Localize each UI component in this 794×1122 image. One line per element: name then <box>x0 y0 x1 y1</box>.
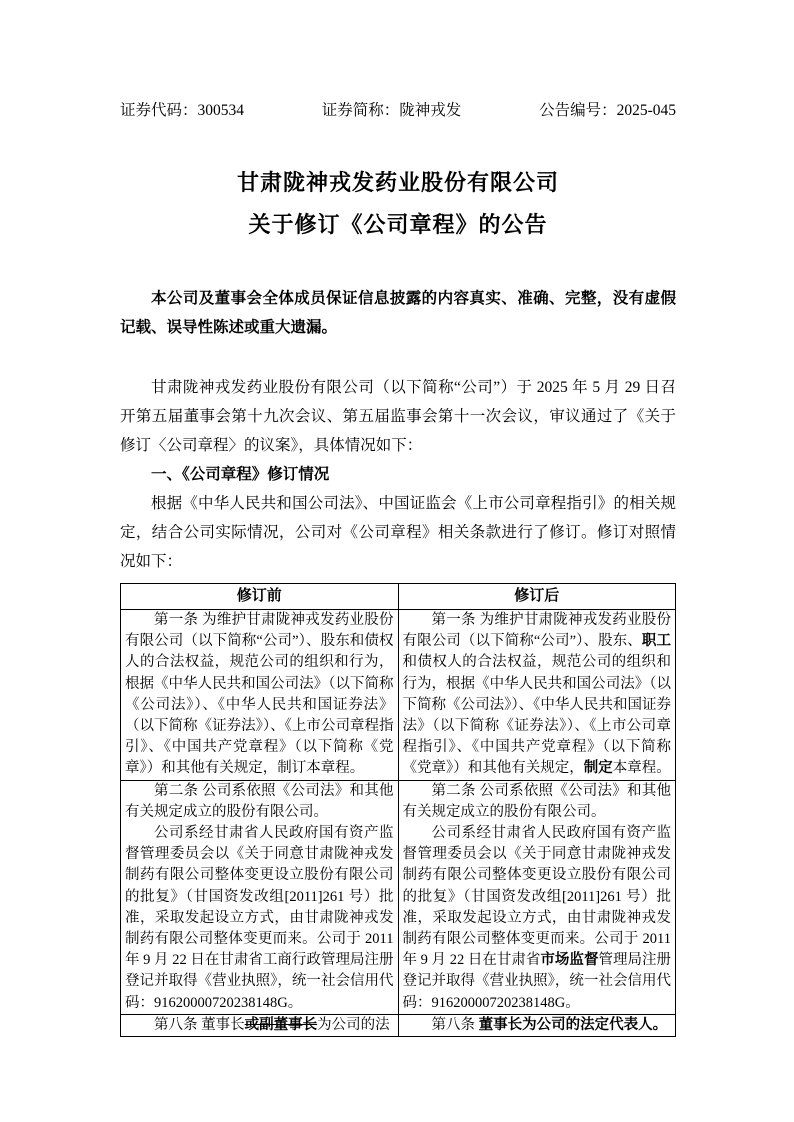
table-cell-after <box>398 610 676 781</box>
table-cell-after <box>398 780 676 1014</box>
table-row <box>121 780 676 1014</box>
cell-paragraph: 公司系经甘肃省人民政府国有资产监督管理委员会以《关于同意甘肃陇神戎发制药有限公司整体变更设立股份有限公司的批复》（甘国资发改组[2011]261 号）批准，采取发起设立方式，由甘肃陇神戎发制药有限公司整体变更而来。公司于 2011 年 9 月 22 日在甘肃省工商行政管理局注册登记并取得《营业执照》，统一社会信用代码：91620000720238148G。 <box>125 825 394 1011</box>
statement-paragraph: 本公司及董事会全体成员保证信息披露的内容真实、准确、完整，没有虚假记载、误导性陈述或重大遗漏。 <box>120 290 676 336</box>
table-header-before: 修订前 <box>121 584 399 610</box>
revision-table-body <box>121 610 676 1037</box>
cell-paragraph: 公司系经甘肃省人民政府国有资产监督管理委员会以《关于同意甘肃陇神戎发制药有限公司整体变更设立股份有限公司的批复》（甘国资发改组[2011]261 号）批准，采取发起设立方式，由甘肃陇神戎发制药有限公司整体变更而来。公司于 2011 年 9 月 22 日在甘肃省市场监督管理局注册登记并取得《营业执照》，统一社会信用代码：91620000720238148G。 <box>402 825 672 1011</box>
title-subject: 关于修订《公司章程》的公告 <box>248 212 548 237</box>
cell-paragraph: 第八条 董事长或副董事长为公司的法 <box>154 1016 390 1033</box>
stock-name: 证券简称：陇神戎发 <box>321 102 462 119</box>
revision-table-head <box>121 584 676 610</box>
section-body: 根据《中华人民共和国公司法》、中国证监会《上市公司章程指引》的相关规定，结合公司实际情况，公司对《公司章程》相关条款进行了修订。修订对照情况如下： <box>120 495 676 570</box>
cell-paragraph: 第二条 公司系依照《公司法》和其他有关规定成立的股份有限公司。 <box>402 782 671 820</box>
section-heading: 一、《公司章程》修订情况 <box>151 466 330 483</box>
stock-code: 证券代码：300534 <box>120 102 245 119</box>
cell-paragraph: 第一条 为维护甘肃陇神戎发药业股份有限公司（以下简称“公司”）、股东、职工和债权人的合法权益，规范公司的组织和行为，根据《中华人民共和国公司法》（以下简称《公司法》）、《中华人民共和国证券法》（以下简称《证券法》）、《上市公司章程指引》、《中国共产党章程》（以下简称《党章》）和其他有关规定，制定本章程。 <box>402 612 672 777</box>
title-company: 甘肃陇神戎发药业股份有限公司 <box>236 170 559 195</box>
table-cell-before <box>121 1014 399 1036</box>
table-cell-before <box>121 780 399 1014</box>
table-row <box>121 610 676 781</box>
table-header-row <box>121 584 676 610</box>
revision-table <box>120 583 676 1037</box>
document-content <box>0 100 794 1037</box>
table-header-after: 修订后 <box>398 584 676 610</box>
cell-paragraph: 第二条 公司系依照《公司法》和其他有关规定成立的股份有限公司。 <box>125 782 394 820</box>
table-row <box>121 1014 676 1036</box>
cell-paragraph: 第一条 为维护甘肃陇神戎发药业股份有限公司（以下简称“公司”）、股东和债权人的合法权益，规范公司的组织和行为，根据《中华人民共和国公司法》（以下简称《公司法》）、《中华人民共和国证券法》（以下简称《证券法》）、《上市公司章程指引》、《中国共产党章程》（以下简称《党章》）和其他有关规定，制订本章程。 <box>125 612 394 777</box>
table-cell-after <box>398 1014 676 1036</box>
cell-paragraph: 第八条 董事长为公司的法定代表人。 <box>431 1016 668 1033</box>
doc-header <box>120 100 676 121</box>
table-cell-before <box>121 610 399 781</box>
intro-paragraph: 甘肃陇神戎发药业股份有限公司（以下简称“公司”）于 2025 年 5 月 29 日召开第五届董事会第十九次会议、第五届监事会第十一次会议，审议通过了《关于修订〈公司章程〉的议案》，具体情况如下： <box>120 379 676 454</box>
announcement-no: 公告编号：2025-045 <box>539 102 676 119</box>
